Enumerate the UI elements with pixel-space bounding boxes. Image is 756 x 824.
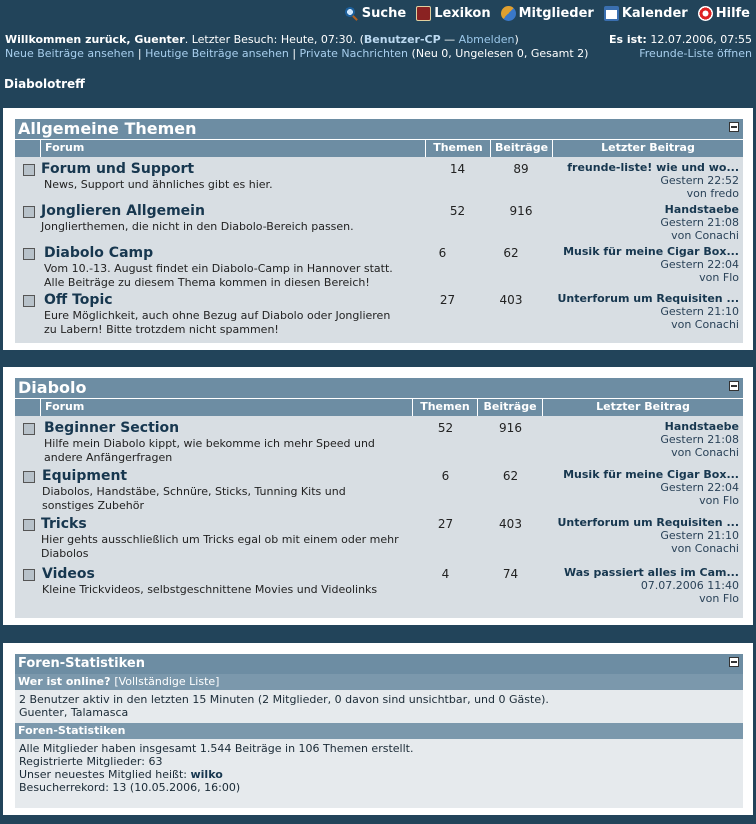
last-post: [539, 516, 739, 555]
nav-members[interactable]: Mitglieder: [501, 6, 594, 21]
col-last-post: Letzter Beitrag: [552, 140, 743, 157]
last-post-title[interactable]: Handstaebe: [664, 420, 739, 433]
col-last-post: Letzter Beitrag: [542, 399, 743, 416]
forum-row: [15, 288, 743, 335]
forum-title[interactable]: Equipment: [42, 468, 128, 484]
nav-help[interactable]: Hilfe: [698, 6, 750, 21]
thread-count: 6: [441, 469, 450, 483]
forum-title[interactable]: Videos: [42, 566, 95, 582]
logout-link[interactable]: Abmelden: [458, 33, 515, 46]
last-post-author[interactable]: von Conachi: [671, 318, 739, 331]
welcome-line: Willkommen zurück, Guenter. Letzter Besuch: Heute, 07:30. (Benutzer-CP — Abmelden): [5, 33, 519, 46]
forum-desc: News, Support und ähnliches gibt es hier.: [44, 178, 273, 191]
user-cp-link[interactable]: Benutzer-CP: [363, 33, 441, 46]
stats-box: [3, 643, 753, 815]
last-post-title[interactable]: Musik für meine Cigar Box...: [563, 468, 739, 481]
newest-member-link[interactable]: wilko: [190, 768, 223, 781]
last-post: [539, 468, 739, 507]
col-posts: Beiträge: [477, 399, 542, 416]
last-post-author[interactable]: von Flo: [699, 592, 739, 605]
forum-status-icon: [23, 164, 35, 176]
new-posts-link[interactable]: Neue Beiträge ansehen: [5, 47, 135, 60]
last-post: [539, 245, 739, 284]
online-users[interactable]: Guenter, Talamasca: [19, 706, 129, 719]
category-box: [3, 108, 753, 350]
forum-title[interactable]: Forum und Support: [41, 161, 195, 177]
last-post-author[interactable]: von Conachi: [671, 229, 739, 242]
col-threads: Themen: [425, 140, 490, 157]
last-post-author[interactable]: von fredo: [686, 187, 739, 200]
forum-status-icon: [23, 206, 35, 218]
current-time: Es ist: 12.07.2006, 07:55: [608, 33, 752, 46]
forum-title[interactable]: Tricks: [41, 516, 87, 532]
forum-row: [15, 512, 743, 562]
col-threads: Themen: [412, 399, 477, 416]
pm-counts: (Neu 0, Ungelesen 0, Gesamt 2): [411, 47, 589, 60]
calendar-icon: [604, 6, 619, 21]
post-count: 916: [499, 421, 522, 435]
top-nav: [344, 6, 750, 21]
full-list-link[interactable]: [Vollständige Liste]: [114, 675, 220, 688]
post-count: 62: [503, 246, 519, 260]
book-icon: [416, 6, 431, 21]
last-post-date: Gestern 21:08: [660, 216, 739, 229]
thread-count: 4: [441, 567, 450, 581]
forum-row: [15, 157, 743, 199]
last-post-title[interactable]: freunde-liste! wie und wo...: [567, 161, 739, 174]
last-post-author[interactable]: von Flo: [699, 271, 739, 284]
column-headers: [15, 398, 743, 416]
last-post-author[interactable]: von Flo: [699, 494, 739, 507]
post-count: 403: [499, 293, 523, 307]
pm-link[interactable]: Private Nachrichten: [299, 47, 409, 60]
forum-status-icon: [23, 569, 35, 581]
who-online-header: Wer ist online? [Vollständige Liste]: [15, 674, 743, 690]
collapse-icon[interactable]: [729, 381, 739, 391]
last-post: [539, 566, 739, 605]
last-post-author[interactable]: von Conachi: [671, 542, 739, 555]
last-post-date: Gestern 21:10: [660, 529, 739, 542]
breadcrumb[interactable]: Diabolotreff: [4, 77, 85, 91]
help-icon: [698, 6, 713, 21]
last-post: [554, 161, 739, 200]
welcome-user: Willkommen zurück, Guenter: [5, 33, 185, 46]
nav-lexikon[interactable]: Lexikon: [416, 6, 490, 21]
last-post-date: Gestern 22:04: [660, 481, 739, 494]
forum-desc: Kleine Trickvideos, selbstgeschnittene Movies und Videolinks: [42, 583, 378, 596]
column-headers: [15, 139, 743, 157]
thread-count: 27: [439, 293, 456, 307]
post-count: 74: [502, 567, 519, 581]
members-icon: [501, 6, 516, 21]
last-post-date: 07.07.2006 11:40: [640, 579, 739, 592]
last-post: [549, 420, 739, 459]
forum-status-icon: [23, 519, 35, 531]
forum-status-icon: [23, 471, 35, 483]
forum-title[interactable]: Diabolo Camp: [44, 245, 154, 261]
last-post-title[interactable]: Musik für meine Cigar Box...: [563, 245, 739, 258]
stats-text: Alle Mitglieder haben insgesamt 1.544 Beiträge in 106 Themen erstellt. Registrierte Mitglieder: 63 Unser neuestes Mitglied heißt: wilko Besucherrekord: 13 (10.05.2006, 16:00): [19, 742, 414, 794]
forum-title[interactable]: Beginner Section: [44, 420, 180, 436]
forum-status-icon: [23, 295, 35, 307]
forum-statistics: [15, 654, 743, 808]
last-post-date: Gestern 21:10: [660, 305, 739, 318]
who-online-text: 2 Benutzer aktiv in den letzten 15 Minuten (2 Mitglieder, 0 davon sind unsichtbar, und 0 Gäste). Guenter, Talamasca: [15, 690, 743, 723]
post-count: 916: [509, 204, 533, 218]
today-posts-link[interactable]: Heutige Beiträge ansehen: [145, 47, 289, 60]
nav-calendar[interactable]: Kalender: [604, 6, 688, 21]
col-forum: Forum: [40, 399, 412, 416]
forum-title[interactable]: Off Topic: [44, 292, 113, 308]
last-post-title[interactable]: Unterforum um Requisiten ...: [557, 292, 739, 305]
collapse-icon[interactable]: [729, 122, 739, 132]
last-post-title[interactable]: Handstaebe: [664, 203, 739, 216]
forum-row: [15, 416, 743, 464]
col-forum: Forum: [40, 140, 425, 157]
forum-status-icon: [23, 423, 35, 435]
last-post: [539, 292, 739, 331]
last-post-date: Gestern 22:52: [660, 174, 739, 187]
thread-count: 52: [449, 204, 466, 218]
category-diabolo: [15, 378, 743, 618]
forum-desc: Hilfe mein Diabolo kippt, wie bekomme ich mehr Speed und andere Anfängerfragen: [44, 437, 375, 464]
last-post: [554, 203, 739, 242]
last-post-date: Gestern 21:08: [660, 433, 739, 446]
category-title: Allgemeine Themen: [15, 119, 743, 139]
nav-search[interactable]: Suche: [344, 6, 406, 21]
category-allgemeine-themen: [15, 119, 743, 343]
forum-row: [15, 562, 743, 618]
category-title: Diabolo: [15, 378, 743, 398]
search-icon: [344, 6, 359, 21]
thread-count: 14: [449, 162, 466, 176]
col-posts: Beiträge: [490, 140, 552, 157]
post-count: 89: [513, 162, 529, 176]
friends-list-link[interactable]: Freunde-Liste öffnen: [639, 47, 752, 60]
last-post-date: Gestern 22:04: [660, 258, 739, 271]
last-post-title[interactable]: Unterforum um Requisiten ...: [557, 516, 739, 529]
forum-desc: Hier gehts ausschließlich um Tricks egal ob mit einem oder mehr Diabolos: [41, 533, 399, 560]
thread-count: 27: [437, 517, 454, 531]
forum-desc: Diabolos, Handstäbe, Schnüre, Sticks, Tunning Kits und sonstiges Zubehör: [42, 485, 346, 512]
stats-subheader: Foren-Statistiken: [15, 723, 743, 739]
forum-desc: Jonglierthemen, die nicht in den Diabolo-Bereich passen.: [41, 220, 354, 233]
forum-row: [15, 464, 743, 512]
forum-title[interactable]: Jonglieren Allgemein: [41, 203, 205, 219]
quick-links: Neue Beiträge ansehen | Heutige Beiträge ansehen | Private Nachrichten (Neu 0, Ungelesen 0, Gesamt 2): [5, 47, 589, 60]
collapse-icon[interactable]: [729, 657, 739, 667]
thread-count: 6: [438, 246, 447, 260]
forum-desc: Vom 10.-13. August findet ein Diabolo-Camp in Hannover statt. Alle Beiträge zu diesem Thema kommen in diesen Bereich!: [44, 262, 393, 289]
forum-desc: Eure Möglichkeit, auch ohne Bezug auf Diabolo oder Jonglieren zu Labern! Bitte trotzdem nicht spammen!: [44, 309, 391, 336]
stats-title: Foren-Statistiken: [15, 654, 743, 674]
last-post-title[interactable]: Was passiert alles im Cam...: [563, 566, 739, 579]
forum-row: [15, 199, 743, 241]
category-box: [3, 367, 753, 625]
thread-count: 52: [437, 421, 454, 435]
forum-status-icon: [23, 248, 35, 260]
last-post-author[interactable]: von Conachi: [671, 446, 739, 459]
post-count: 403: [499, 517, 522, 531]
post-count: 62: [502, 469, 519, 483]
forum-row: [15, 241, 743, 288]
